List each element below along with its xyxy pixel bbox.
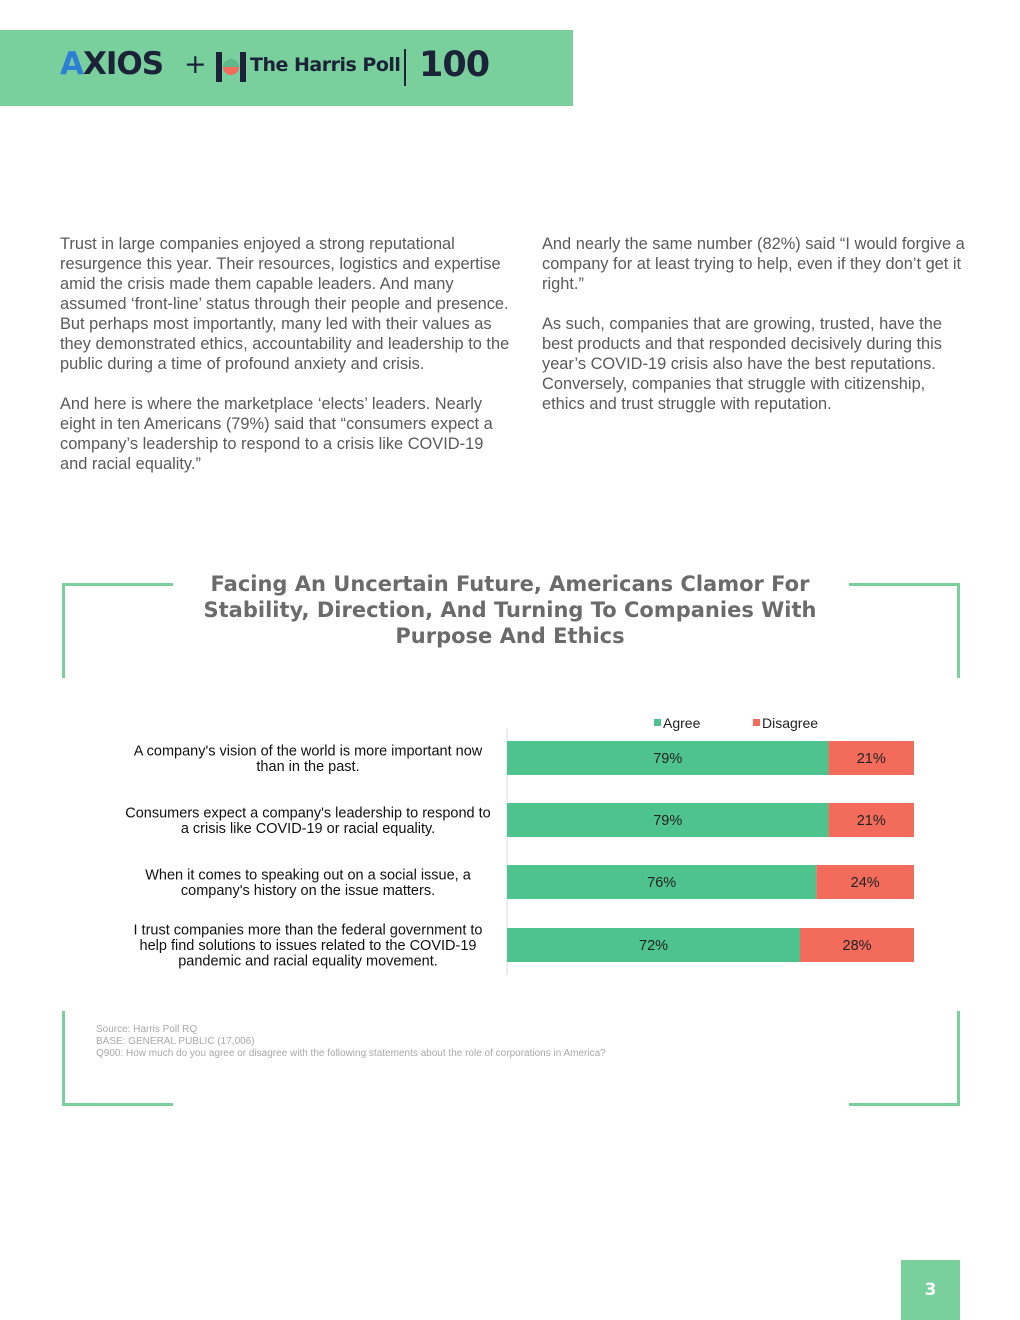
statement-label-line: help find solutions to issues related to the COVID-19	[139, 938, 477, 954]
legend-swatch-agree	[654, 719, 661, 726]
body-paragraph: Trust in large companies enjoyed a strong reputational resurgence this year. Their resources, logistics and expertise amid the crisis made them capable leaders. And many assumed ‘front-line’ status through their people and presence. But perhaps most importantly, many led with their values as they demonstrated ethics, accountability and leadership to the public during a time of profound anxiety and crisis.	[60, 235, 510, 373]
source-note	[96, 1024, 606, 1060]
agree-value-label: 79%	[653, 813, 683, 829]
legend-swatch-disagree	[753, 719, 760, 726]
body-paragraph: And nearly the same number (82%) said “I would forgive a company for at least trying to help, even if they don’t get it right.”	[542, 235, 965, 293]
statement-label-line: I trust companies more than the federal government to	[133, 922, 483, 939]
statement-label	[125, 805, 490, 837]
legend-label-agree: Agree	[663, 715, 701, 731]
statement-label-line: A company's vision of the world is more important now	[133, 743, 483, 760]
harris-poll-logo-text: The Harris Poll	[250, 54, 401, 76]
statement-label	[134, 923, 483, 970]
chart-title-line: Purpose And Ethics	[395, 624, 625, 648]
disagree-value-label: 28%	[842, 938, 872, 954]
chart-title-line: Stability, Direction, And Turning To Companies With	[203, 598, 817, 622]
page-number: 3	[901, 1260, 960, 1320]
statement-label	[145, 867, 472, 899]
statement-label-line: than in the past.	[256, 758, 360, 775]
disagree-value-label: 24%	[850, 875, 880, 891]
disagree-value-label: 21%	[856, 813, 886, 829]
logo-plus: +	[184, 49, 207, 80]
base-line: BASE: GENERAL PUBLIC (17,006)	[96, 1036, 255, 1047]
statement-label-line: a crisis like COVID-19 or racial equality.	[180, 820, 436, 837]
statement-label-line: When it comes to speaking out on a social issue, a	[145, 867, 471, 884]
statement-label-line: pandemic and racial equality movement.	[178, 953, 438, 970]
axios-logo-rest: XIOS	[83, 46, 164, 82]
source-line: Source: Harris Poll RQ	[96, 1024, 198, 1035]
body-paragraph: As such, companies that are growing, trusted, have the best products and that responded decisively during this year’s COVID-19 crisis also have the best reputations. Conversely, companies that struggle with citizenship, ethics and trust struggle with reputation.	[542, 315, 942, 413]
axios-harris-100-logo: 100	[419, 45, 490, 85]
disagree-value-label: 21%	[856, 751, 886, 767]
agree-value-label: 79%	[653, 751, 683, 767]
axios-logo-mark: A	[60, 46, 83, 82]
legend-label-disagree: Disagree	[762, 715, 819, 731]
statement-label-line: company's history on the issue matters.	[180, 882, 436, 899]
body-paragraph: And here is where the marketplace ‘elects’ leaders. Nearly eight in ten Americans (79%) said that “consumers expect a company’s leadership to respond to a crisis like COVID-19 and racial equality.”	[60, 395, 493, 473]
chart-title-line: Facing An Uncertain Future, Americans Clamor For	[210, 572, 810, 596]
agree-value-label: 76%	[647, 875, 677, 891]
statement-label-line: Consumers expect a company's leadership to respond to	[125, 805, 491, 822]
question-line: Q900: How much do you agree or disagree with the following statements about the role of corporations in America?	[96, 1048, 606, 1059]
agree-value-label: 72%	[639, 938, 669, 954]
statement-label	[134, 743, 483, 775]
